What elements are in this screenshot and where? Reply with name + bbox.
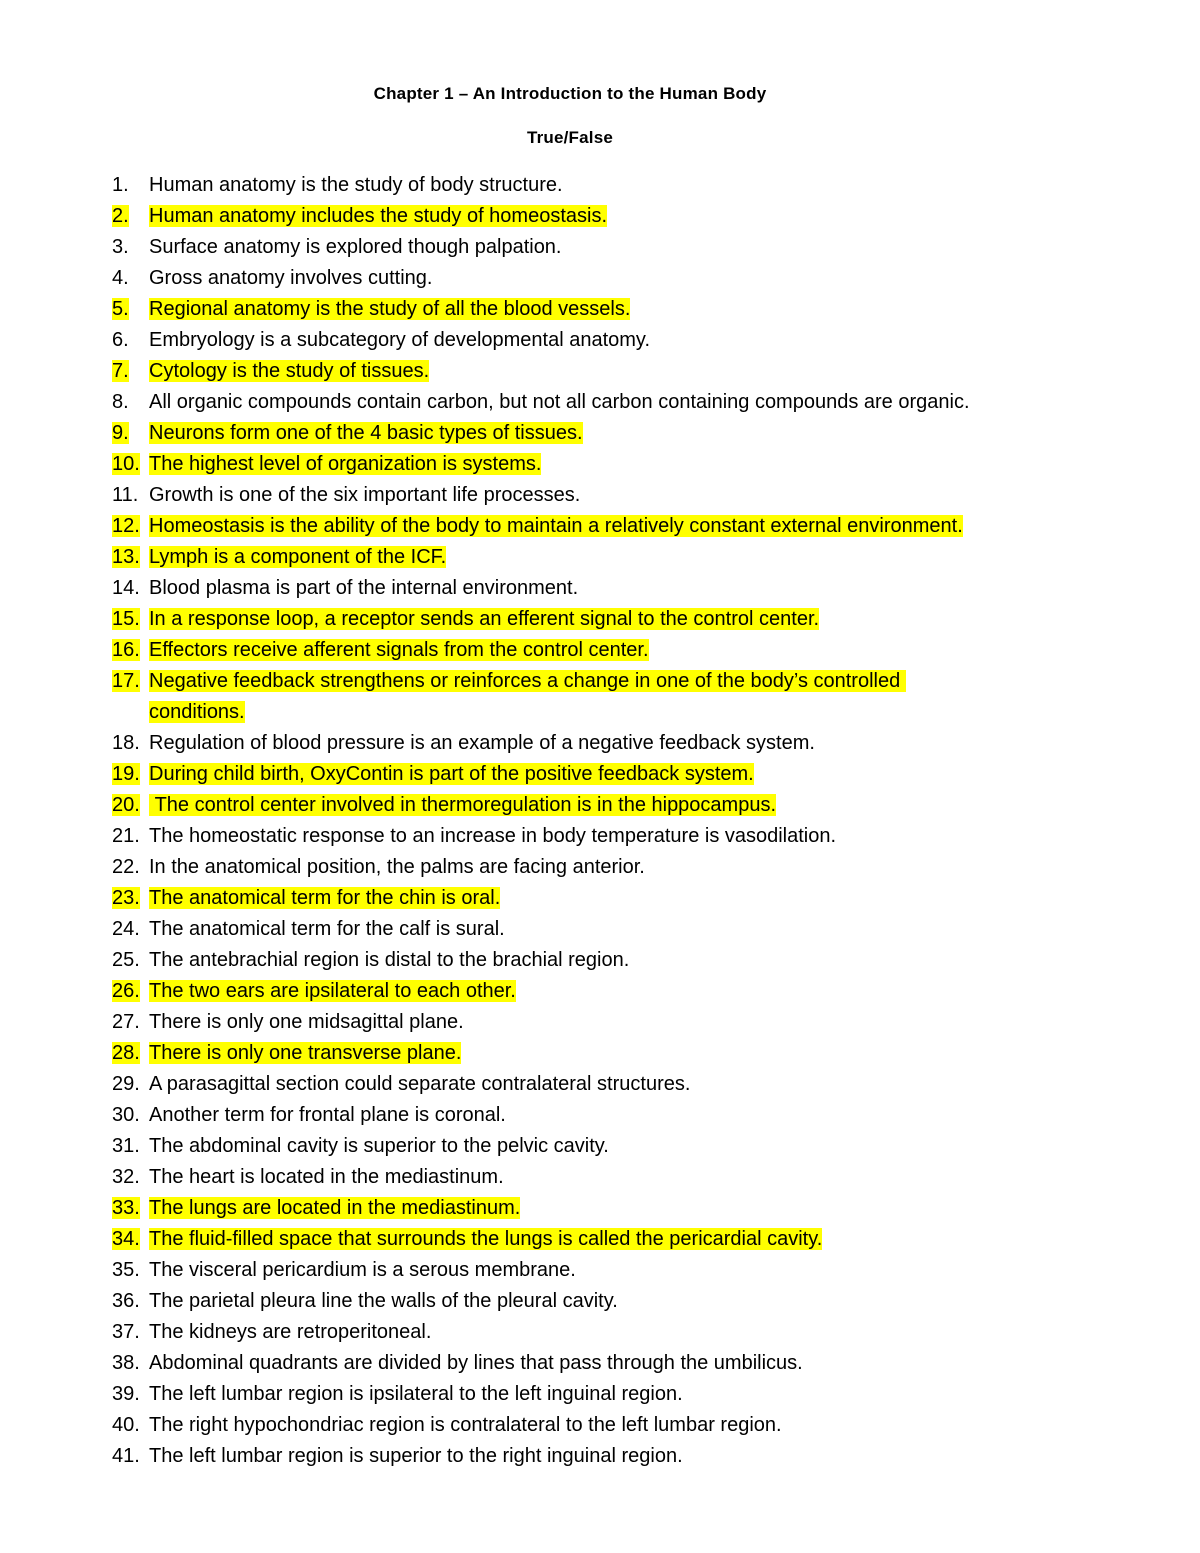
question-number [112, 1038, 149, 1069]
question-statement-text: A parasagittal section could separate contralateral structures. [149, 1073, 691, 1095]
question-number [112, 635, 149, 666]
question-statement-text: The homeostatic response to an increase in body temperature is vasodilation. [149, 825, 837, 847]
question-item [112, 201, 1112, 232]
question-number [112, 573, 149, 604]
question-number [112, 790, 149, 821]
question-item [112, 914, 1112, 945]
question-statement [149, 387, 970, 418]
question-number-text: 6. [112, 329, 129, 351]
question-item [112, 1379, 1112, 1410]
question-item [112, 1441, 1112, 1472]
question-statement-text: Embryology is a subcategory of developmental anatomy. [149, 329, 651, 351]
question-number-text: 25. [112, 949, 140, 971]
question-statement [149, 1131, 609, 1162]
question-statement-text: Homeostasis is the ability of the body to maintain a relatively constant external environment. [149, 515, 963, 537]
question-statement-text: Cytology is the study of tissues. [149, 360, 430, 382]
question-statement [149, 666, 999, 728]
question-number-text: 34. [112, 1228, 140, 1250]
question-number-text: 8. [112, 391, 129, 413]
question-number-text: 32. [112, 1166, 140, 1188]
question-item [112, 387, 1112, 418]
question-number-text: 36. [112, 1290, 140, 1312]
question-number-text: 22. [112, 856, 140, 878]
question-statement-text: Effectors receive afferent signals from the control center. [149, 639, 649, 661]
question-number [112, 542, 149, 573]
question-number-text: 3. [112, 236, 129, 258]
question-statement [149, 1193, 520, 1224]
question-item [112, 1069, 1112, 1100]
question-statement-text: Growth is one of the six important life processes. [149, 484, 581, 506]
question-statement-text: The left lumbar region is ipsilateral to the left inguinal region. [149, 1383, 683, 1405]
question-number-text: 10. [112, 453, 140, 475]
question-item [112, 1224, 1112, 1255]
question-number [112, 852, 149, 883]
question-number [112, 1224, 149, 1255]
question-statement [149, 356, 429, 387]
question-statement [149, 325, 650, 356]
question-item [112, 480, 1112, 511]
question-statement [149, 449, 541, 480]
question-number-text: 19. [112, 763, 140, 785]
question-statement [149, 852, 645, 883]
question-statement [149, 1038, 461, 1069]
question-number [112, 1162, 149, 1193]
question-statement [149, 821, 836, 852]
question-statement-text: Lymph is a component of the ICF. [149, 546, 447, 568]
question-number-text: 14. [112, 577, 140, 599]
question-item [112, 1007, 1112, 1038]
question-statement-text: The highest level of organization is systems. [149, 453, 542, 475]
question-number [112, 449, 149, 480]
question-item [112, 1348, 1112, 1379]
question-item [112, 728, 1112, 759]
question-number-text: 40. [112, 1414, 140, 1436]
question-statement-text: The antebrachial region is distal to the brachial region. [149, 949, 630, 971]
question-item [112, 325, 1112, 356]
question-statement [149, 1255, 576, 1286]
question-statement [149, 1162, 504, 1193]
question-item [112, 790, 1112, 821]
question-number-text: 33. [112, 1197, 140, 1219]
question-item [112, 976, 1112, 1007]
question-number [112, 1100, 149, 1131]
question-number-text: 15. [112, 608, 140, 630]
question-number [112, 728, 149, 759]
question-statement-text: Blood plasma is part of the internal environment. [149, 577, 579, 599]
question-number-text: 23. [112, 887, 140, 909]
question-number-text: 35. [112, 1259, 140, 1281]
question-number [112, 759, 149, 790]
question-number [112, 1441, 149, 1472]
question-item [112, 635, 1112, 666]
question-statement-text: Regional anatomy is the study of all the blood vessels. [149, 298, 631, 320]
question-statement-text: All organic compounds contain carbon, but not all carbon containing compounds are organic. [149, 391, 970, 413]
question-item [112, 573, 1112, 604]
question-number [112, 666, 149, 697]
question-item [112, 170, 1112, 201]
question-statement [149, 1441, 683, 1472]
question-number-text: 12. [112, 515, 140, 537]
question-statement-text: The lungs are located in the mediastinum. [149, 1197, 521, 1219]
question-statement-text: In the anatomical position, the palms are facing anterior. [149, 856, 645, 878]
question-statement-text: Human anatomy includes the study of homeostasis. [149, 205, 608, 227]
question-statement [149, 294, 630, 325]
question-item [112, 1286, 1112, 1317]
question-number [112, 1193, 149, 1224]
question-number-text: 7. [112, 360, 129, 382]
question-number-text: 39. [112, 1383, 140, 1405]
question-statement-text: The heart is located in the mediastinum. [149, 1166, 504, 1188]
question-statement [149, 759, 754, 790]
question-number-text: 16. [112, 639, 140, 661]
question-number [112, 201, 149, 232]
question-statement [149, 1348, 803, 1379]
question-number [112, 1131, 149, 1162]
question-number [112, 914, 149, 945]
question-number [112, 821, 149, 852]
question-statement-text: The parietal pleura line the walls of the pleural cavity. [149, 1290, 618, 1312]
question-number-text: 13. [112, 546, 140, 568]
question-number [112, 325, 149, 356]
question-statement-text: Human anatomy is the study of body structure. [149, 174, 563, 196]
question-number-text: 24. [112, 918, 140, 940]
question-number-text: 41. [112, 1445, 140, 1467]
question-statement-text: Regulation of blood pressure is an example of a negative feedback system. [149, 732, 815, 754]
question-statement-text: The anatomical term for the chin is oral. [149, 887, 501, 909]
question-item [112, 821, 1112, 852]
question-statement [149, 1317, 431, 1348]
question-number-text: 11. [112, 484, 139, 506]
question-number [112, 1286, 149, 1317]
question-number [112, 232, 149, 263]
question-statement [149, 1069, 690, 1100]
question-number-text: 17. [112, 670, 140, 692]
question-number-text: 37. [112, 1321, 140, 1343]
question-number-text: 31. [112, 1135, 140, 1157]
question-item [112, 1255, 1112, 1286]
question-statement [149, 418, 583, 449]
question-statement-text: Negative feedback strengthens or reinforces a change in one of the body’s controlled conditions. [149, 670, 906, 723]
question-statement-text: Gross anatomy involves cutting. [149, 267, 433, 289]
question-statement [149, 1224, 822, 1255]
question-number [112, 511, 149, 542]
question-statement [149, 635, 649, 666]
question-statement [149, 1100, 506, 1131]
question-number [112, 387, 149, 418]
question-number [112, 1069, 149, 1100]
page-title: Chapter 1 – An Introduction to the Human Body [373, 84, 767, 103]
question-statement-text: The fluid-filled space that surrounds the lungs is called the pericardial cavity. [149, 1228, 823, 1250]
question-statement-text: Abdominal quadrants are divided by lines that pass through the umbilicus. [149, 1352, 803, 1374]
question-item [112, 1317, 1112, 1348]
question-list [112, 170, 1112, 1472]
question-statement [149, 1379, 683, 1410]
question-number-text: 20. [112, 794, 140, 816]
question-number [112, 1317, 149, 1348]
question-number [112, 976, 149, 1007]
question-statement [149, 604, 819, 635]
question-statement [149, 790, 776, 821]
question-number [112, 1379, 149, 1410]
question-number-text: 27. [112, 1011, 140, 1033]
question-item [112, 356, 1112, 387]
question-number [112, 1007, 149, 1038]
question-statement-text: The two ears are ipsilateral to each other. [149, 980, 516, 1002]
question-statement-text: During child birth, OxyContin is part of the positive feedback system. [149, 763, 754, 785]
question-number [112, 263, 149, 294]
question-statement [149, 728, 815, 759]
question-item [112, 1410, 1112, 1441]
question-statement-text: The right hypochondriac region is contralateral to the left lumbar region. [149, 1414, 782, 1436]
question-statement [149, 201, 607, 232]
question-number-text: 21. [112, 825, 140, 847]
question-number [112, 170, 149, 201]
question-number [112, 1255, 149, 1286]
question-item [112, 1162, 1112, 1193]
question-number [112, 356, 149, 387]
question-number-text: 2. [112, 205, 129, 227]
question-statement-text: The visceral pericardium is a serous membrane. [149, 1259, 576, 1281]
question-statement-text: The anatomical term for the calf is sural. [149, 918, 505, 940]
question-statement [149, 976, 516, 1007]
question-statement-text: Neurons form one of the 4 basic types of tissues. [149, 422, 583, 444]
question-item [112, 666, 1112, 728]
question-statement [149, 542, 446, 573]
question-statement [149, 232, 562, 263]
question-statement [149, 1410, 782, 1441]
question-statement [149, 480, 580, 511]
question-item [112, 759, 1112, 790]
question-number-text: 5. [112, 298, 129, 320]
question-item [112, 1100, 1112, 1131]
question-statement [149, 170, 563, 201]
question-item [112, 883, 1112, 914]
question-statement [149, 1007, 464, 1038]
question-number-text: 29. [112, 1073, 140, 1095]
question-number-text: 26. [112, 980, 140, 1002]
question-statement-text: The kidneys are retroperitoneal. [149, 1321, 432, 1343]
question-item [112, 1038, 1112, 1069]
question-item [112, 945, 1112, 976]
question-item [112, 1193, 1112, 1224]
question-number-text: 9. [112, 422, 129, 444]
question-number [112, 883, 149, 914]
question-item [112, 294, 1112, 325]
question-number [112, 604, 149, 635]
question-number-text: 18. [112, 732, 140, 754]
question-statement [149, 945, 629, 976]
question-item [112, 542, 1112, 573]
question-number [112, 945, 149, 976]
question-item [112, 449, 1112, 480]
question-statement-text: There is only one transverse plane. [149, 1042, 462, 1064]
question-item [112, 1131, 1112, 1162]
question-statement [149, 914, 505, 945]
question-statement [149, 263, 432, 294]
question-number [112, 480, 149, 511]
page-subtitle: True/False [526, 128, 614, 147]
question-number-text: 28. [112, 1042, 140, 1064]
question-number-text: 38. [112, 1352, 140, 1374]
question-statement-text: In a response loop, a receptor sends an efferent signal to the control center. [149, 608, 820, 630]
question-statement-text: Another term for frontal plane is coronal. [149, 1104, 506, 1126]
question-item [112, 604, 1112, 635]
question-statement [149, 573, 578, 604]
question-number-text: 30. [112, 1104, 140, 1126]
question-item [112, 511, 1112, 542]
question-number-text: 4. [112, 267, 129, 289]
question-item [112, 418, 1112, 449]
question-item [112, 232, 1112, 263]
question-item [112, 852, 1112, 883]
question-statement-text: There is only one midsagittal plane. [149, 1011, 464, 1033]
question-statement-text: The control center involved in thermoregulation is in the hippocampus. [149, 794, 777, 816]
question-number [112, 1410, 149, 1441]
question-number [112, 418, 149, 449]
question-statement [149, 1286, 618, 1317]
question-statement [149, 511, 963, 542]
question-number [112, 1348, 149, 1379]
question-number-text: 1. [112, 174, 129, 196]
question-statement-text: The left lumbar region is superior to the right inguinal region. [149, 1445, 683, 1467]
question-statement-text: Surface anatomy is explored though palpation. [149, 236, 562, 258]
question-number [112, 294, 149, 325]
question-item [112, 263, 1112, 294]
question-statement [149, 883, 500, 914]
question-statement-text: The abdominal cavity is superior to the pelvic cavity. [149, 1135, 609, 1157]
